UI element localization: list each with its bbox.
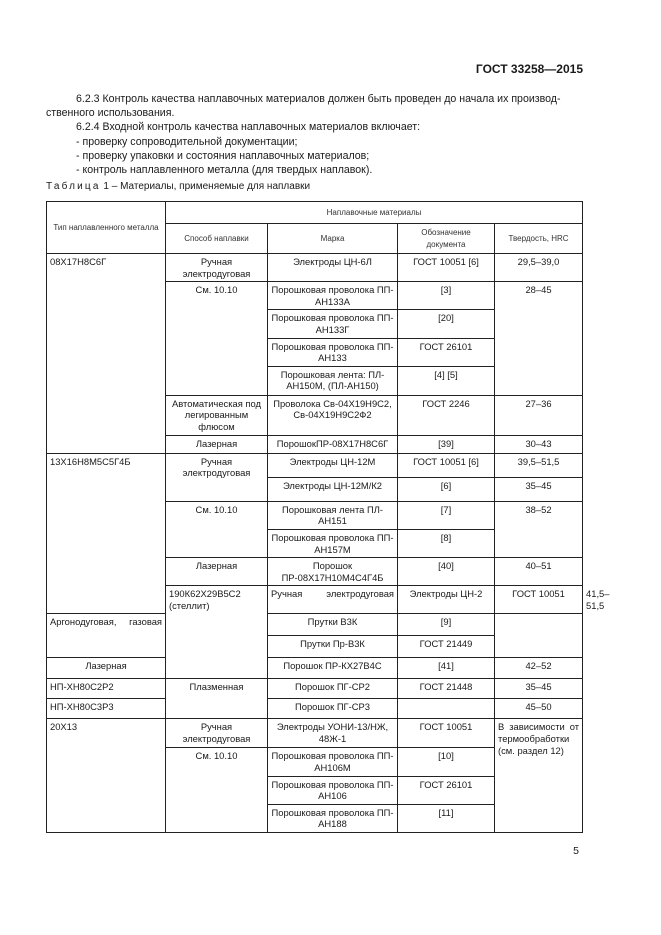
brand-cell: Электроды ЦН-6Л bbox=[268, 254, 398, 282]
metal-type: 13Х16Н8М5С5Г4Б bbox=[47, 453, 166, 614]
brand-cell: Порошок ПГ-СР3 bbox=[268, 699, 398, 719]
document-cell: ГОСТ 10051 [6] bbox=[398, 254, 495, 282]
brand-cell: Порошковая проволока ПП-АН106 bbox=[268, 776, 398, 804]
list-item: - контроль наплавленного металла (для твердых наплавок). bbox=[76, 164, 373, 177]
table-row bbox=[47, 719, 583, 748]
metal-type: НП-ХН80С2Р2 bbox=[47, 679, 166, 699]
method-cell: Лазерная bbox=[166, 435, 268, 453]
header-materials: Наплавочные материалы bbox=[166, 202, 583, 224]
hardness-cell: 45–50 bbox=[495, 699, 583, 719]
document-cell: ГОСТ 26101 bbox=[398, 776, 495, 804]
brand-cell: Проволока Св-04Х19Н9С2, Св-04Х19Н9С2Ф2 bbox=[268, 395, 398, 435]
brand-cell: Электроды ЦН-12М bbox=[268, 453, 398, 477]
hardness-cell: 38–52 bbox=[495, 501, 583, 557]
brand-cell: Порошок ПР-08Х17Н10М4С4Г4Б bbox=[268, 558, 398, 586]
brand-cell: Порошок ПР-КХ27В4С bbox=[268, 658, 398, 679]
brand-cell: Порошковая лента ПЛ-АН151 bbox=[268, 501, 398, 529]
table-row bbox=[47, 679, 583, 699]
method-cell: Аргонодуговая, газовая bbox=[47, 614, 166, 658]
metal-type: 190К62Х29В5С2 (стеллит) bbox=[166, 586, 268, 679]
paragraph-6-2-4: 6.2.4 Входной контроль качества наплавочных материалов включает: bbox=[76, 121, 421, 134]
table-header-row bbox=[47, 202, 583, 224]
brand-cell: Прутки В3К bbox=[268, 614, 398, 636]
brand-cell: Прутки Пр-В3К bbox=[268, 636, 398, 658]
metal-type: 08Х17Н8С6Г bbox=[47, 254, 166, 454]
brand-cell: Порошковая проволока ПП-АН133 bbox=[268, 338, 398, 366]
document-cell: [3] bbox=[398, 282, 495, 310]
hardness-cell: 40–51 bbox=[495, 558, 583, 586]
document-cell: ГОСТ 21449 bbox=[398, 636, 495, 658]
document-cell: [9] bbox=[398, 614, 495, 636]
method-cell: Лазерная bbox=[166, 558, 268, 586]
document-cell bbox=[398, 699, 495, 719]
paragraph-6-2-3-cont: ственного использования. bbox=[46, 107, 175, 120]
document-cell: [40] bbox=[398, 558, 495, 586]
brand-cell: Порошковая лента: ПЛ-АН150М, (ПЛ-АН150) bbox=[268, 366, 398, 395]
header-metal-type: Тип наплавленного металла bbox=[47, 202, 166, 254]
hardness-cell: 42–52 bbox=[495, 658, 583, 679]
metal-type: НП-ХН80С3Р3 bbox=[47, 699, 166, 719]
brand-cell: Порошок ПГ-СР2 bbox=[268, 679, 398, 699]
list-item: - проверку упаковки и состояния наплавочных материалов; bbox=[76, 149, 370, 162]
page-number: 5 bbox=[573, 845, 579, 857]
hardness-cell: 35–45 bbox=[495, 679, 583, 699]
header-method: Способ наплавки bbox=[166, 224, 268, 254]
paragraph-6-2-3: 6.2.3 Контроль качества наплавочных материалов должен быть проведен до начала их производ- bbox=[76, 93, 561, 105]
method-cell: Ручная электродуговая bbox=[166, 719, 268, 748]
brand-cell: Электроды ЦН-12М/К2 bbox=[268, 477, 398, 501]
brand-cell: ПорошокПР-08Х17Н8С6Г bbox=[268, 435, 398, 453]
document-cell: ГОСТ 10051 bbox=[398, 719, 495, 748]
list-item: - проверку сопроводительной документации; bbox=[76, 135, 298, 148]
method-cell: См. 10.10 bbox=[166, 748, 268, 833]
hardness-cell: 39,5–51,5 bbox=[495, 453, 583, 477]
document-cell: [4] [5] bbox=[398, 366, 495, 395]
document-cell: [7] bbox=[398, 501, 495, 529]
document-cell: [41] bbox=[398, 658, 495, 679]
method-cell: Ручная электродуговая bbox=[166, 453, 268, 501]
header-hardness: Твердость, HRC bbox=[495, 224, 583, 254]
method-cell: См. 10.10 bbox=[166, 282, 268, 396]
brand-cell: Порошковая проволока ПП-АН157М bbox=[268, 529, 398, 557]
brand-cell: Порошковая проволока ПП-АН106М bbox=[268, 748, 398, 776]
hardness-cell: 35–45 bbox=[495, 477, 583, 501]
brand-cell: Порошковая проволока ПП-АН133А bbox=[268, 282, 398, 310]
table-row bbox=[47, 254, 583, 282]
document-cell: [11] bbox=[398, 804, 495, 832]
method-cell: Лазерная bbox=[47, 658, 166, 679]
hardness-cell: 28–45 bbox=[495, 282, 583, 396]
table-row bbox=[47, 614, 583, 636]
document-cell: ГОСТ 26101 bbox=[398, 338, 495, 366]
brand-cell: Электроды УОНИ-13/НЖ, 48Ж-1 bbox=[268, 719, 398, 748]
method-cell: Ручная электродуговая bbox=[268, 586, 398, 614]
document-cell: [10] bbox=[398, 748, 495, 776]
intro-text bbox=[46, 92, 586, 177]
header-document: Обозначение документа bbox=[398, 224, 495, 254]
table-caption-label: Таблица bbox=[46, 181, 101, 192]
brand-cell: Порошковая проволока ПП-АН133Г bbox=[268, 310, 398, 338]
brand-cell: Порошковая проволока ПП-АН188 bbox=[268, 804, 398, 832]
document-cell: [6] bbox=[398, 477, 495, 501]
document-cell: ГОСТ 10051 bbox=[495, 586, 583, 614]
method-cell: Ручная электродуговая bbox=[166, 254, 268, 282]
table-row bbox=[47, 658, 583, 679]
materials-table bbox=[46, 201, 610, 833]
table-caption bbox=[46, 181, 310, 192]
header-brand: Марка bbox=[268, 224, 398, 254]
brand-cell: Электроды ЦН-2 bbox=[398, 586, 495, 614]
hardness-cell: 27–36 bbox=[495, 395, 583, 435]
table-caption-text: 1 – Материалы, применяемые для наплавки bbox=[100, 181, 311, 192]
document-cell: [20] bbox=[398, 310, 495, 338]
document-cell: ГОСТ 10051 [6] bbox=[398, 453, 495, 477]
document-cell: ГОСТ 21448 bbox=[398, 679, 495, 699]
method-cell: См. 10.10 bbox=[166, 501, 268, 557]
method-cell: Плазменная bbox=[166, 679, 268, 719]
table-row: 190К62Х29В5С2 (стеллит) Ручная электродуговая Электроды ЦН-2 ГОСТ 10051 41,5–51,5 bbox=[47, 586, 583, 614]
metal-type: 20Х13 bbox=[47, 719, 166, 833]
document-cell: [8] bbox=[398, 529, 495, 557]
hardness-cell: 30–43 bbox=[495, 435, 583, 453]
hardness-cell: В зависимости от термообработки (см. раздел 12) bbox=[495, 719, 583, 833]
document-code: ГОСТ 33258—2015 bbox=[475, 62, 583, 76]
table-row bbox=[47, 699, 583, 719]
document-cell: ГОСТ 2246 bbox=[398, 395, 495, 435]
table-row bbox=[47, 453, 583, 477]
hardness-cell: 29,5–39,0 bbox=[495, 254, 583, 282]
method-cell: Автоматическая под легированным флюсом bbox=[166, 395, 268, 435]
document-cell: [39] bbox=[398, 435, 495, 453]
